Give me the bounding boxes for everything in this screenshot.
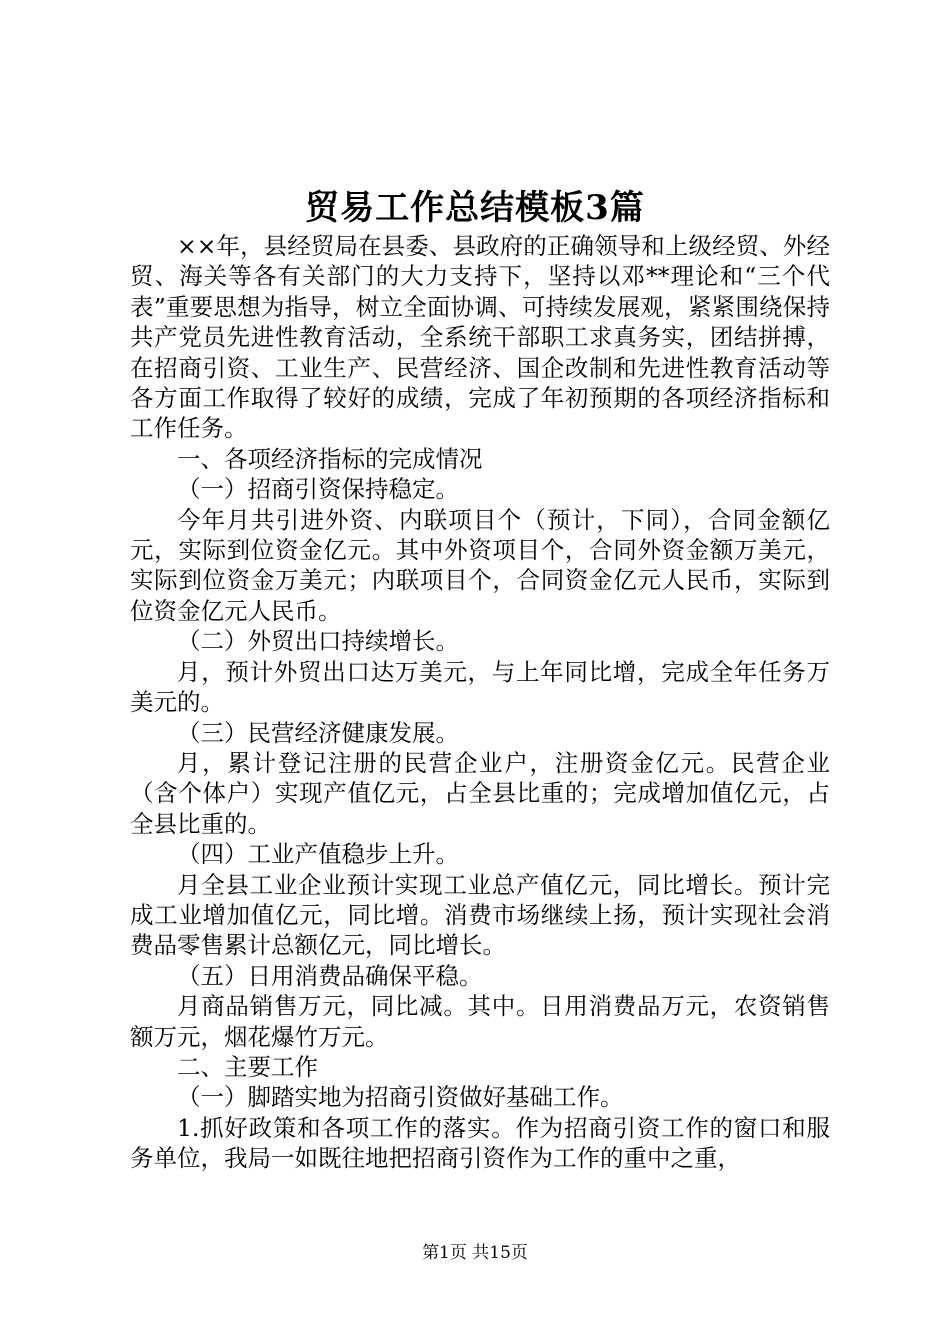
paragraph-intro: ××年，县经贸局在县委、县政府的正确领导和上级经贸、外经贸、海关等各有关部门的大力支持下，坚持以邓**理论和“三个代表”重要思想为指导，树立全面协调、可持续发展观，紧紧围绕保持共产党员先进性教育活动，全系统干部职工求真务实，团结拼搏，在招商引资、工业生产、民营经济、国企改制和先进性教育活动等各方面工作取得了较好的成绩，完成了年初预期的各项经济指标和工作任务。	[130, 232, 830, 443]
document-body	[130, 231, 830, 1174]
paragraph-private-economy: 月，累计登记注册的民营企业户，注册资金亿元。民营企业（含个体户）实现产值亿元，占全县比重的；完成增加值亿元，占全县比重的。	[130, 748, 830, 838]
subsection-heading-1-2: （二）外贸出口持续增长。	[177, 627, 459, 656]
page-footer: 第1页 共15页	[422, 1243, 528, 1263]
paragraph-policy: 1.抓好政策和各项工作的落实。作为招商引资工作的窗口和服务单位，我局一如既往地把招商引资作为工作的重中之重，	[130, 1113, 830, 1173]
section-heading-1: 一、各项经济指标的完成情况	[177, 444, 483, 473]
paragraph-export: 月，预计外贸出口达万美元，与上年同比增，完成全年任务万美元的。	[130, 657, 830, 717]
section-heading-2: 二、主要工作	[177, 1052, 318, 1081]
paragraph-consumer-goods: 月商品销售万元，同比减。其中。日用消费品万元，农资销售额万元，烟花爆竹万元。	[130, 992, 830, 1051]
subsection-heading-1-3: （三）民营经济健康发展。	[177, 718, 459, 747]
document-title: 贸易工作总结模板3篇	[305, 188, 645, 228]
paragraph-industry: 月全县工业企业预计实现工业总产值亿元，同比增长。预计完成工业增加值亿元，同比增。消费市场继续上扬，预计实现社会消费品零售累计总额亿元，同比增长。	[130, 870, 830, 960]
paragraph-investment: 今年月共引进外资、内联项目个（预计，下同），合同金额亿元，实际到位资金亿元。其中外资项目个，合同外资金额万美元，实际到位资金万美元；内联项目个，合同资金亿元人民币，实际到位资金亿元人民币。	[130, 505, 830, 625]
subsection-heading-1-5: （五）日用消费品确保平稳。	[177, 961, 483, 990]
subsection-heading-1-4: （四）工业产值稳步上升。	[177, 840, 459, 869]
subsection-heading-2-1: （一）脚踏实地为招商引资做好基础工作。	[177, 1083, 624, 1112]
subsection-heading-1-1: （一）招商引资保持稳定。	[177, 475, 459, 504]
